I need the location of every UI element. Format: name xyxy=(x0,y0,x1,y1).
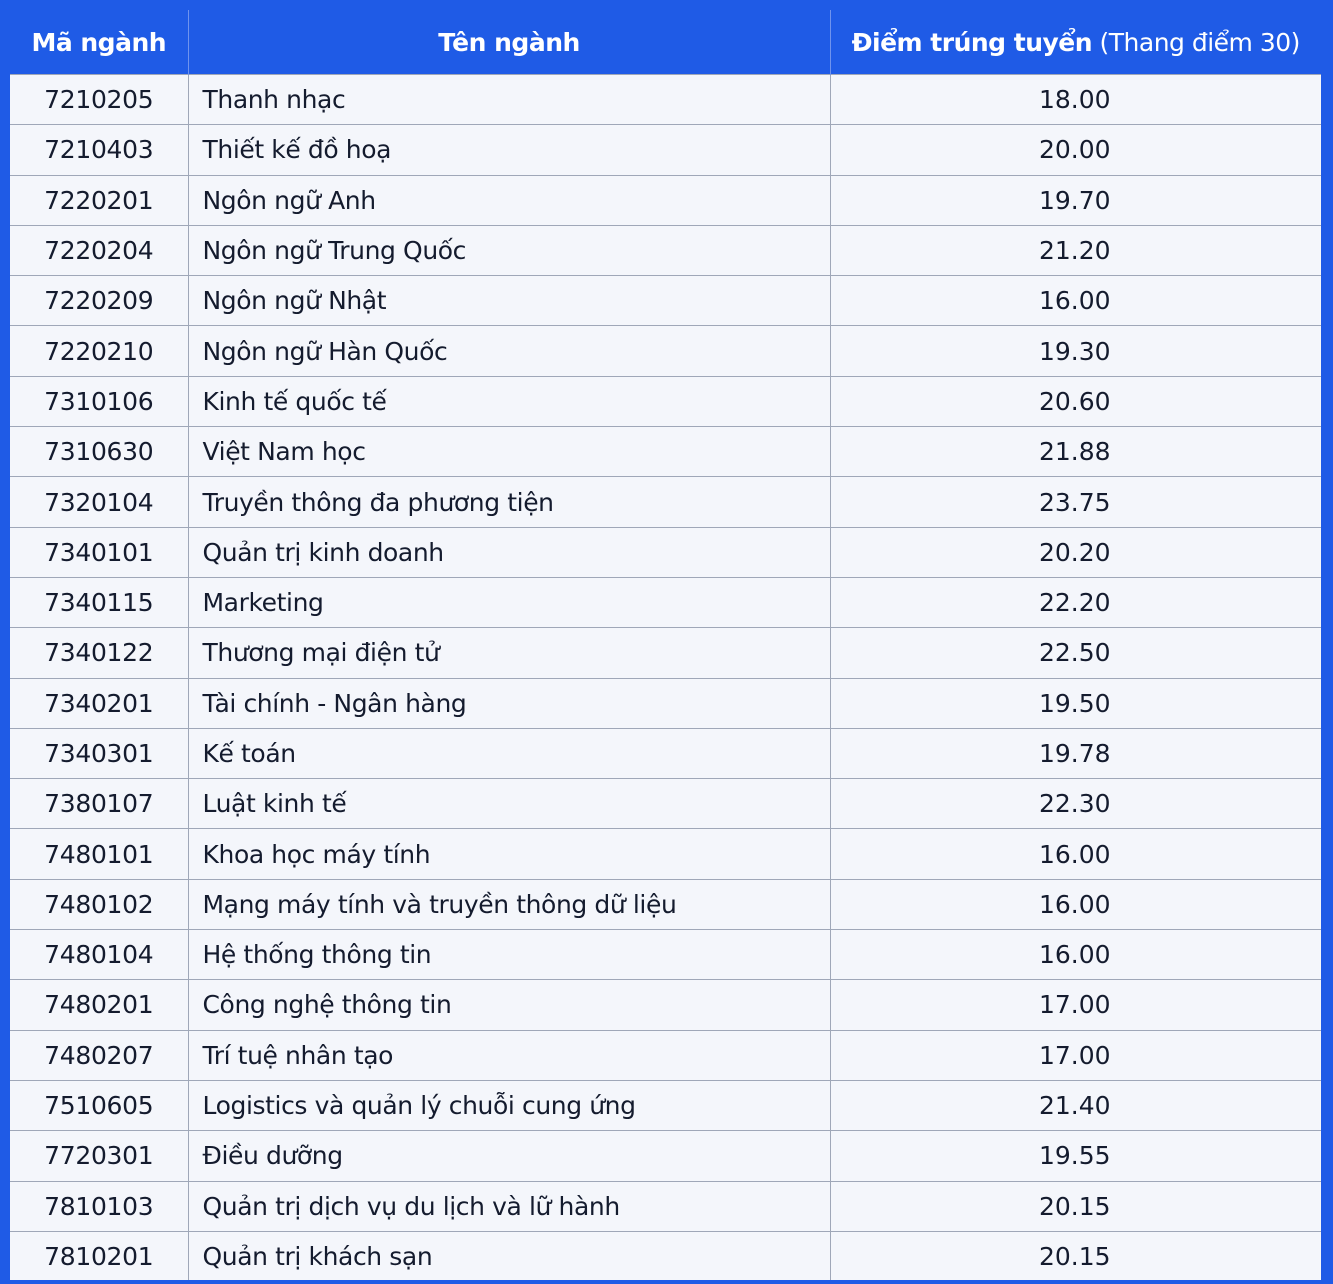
major-score: 20.20 xyxy=(830,527,1321,577)
major-code: 7310630 xyxy=(10,427,188,477)
major-name: Luật kinh tế xyxy=(188,779,830,829)
table-header xyxy=(10,10,1321,75)
table-row xyxy=(10,930,1321,980)
major-name: Kinh tế quốc tế xyxy=(188,376,830,426)
major-code: 7480102 xyxy=(10,879,188,929)
major-code: 7480201 xyxy=(10,980,188,1030)
major-score: 22.30 xyxy=(830,779,1321,829)
table-row xyxy=(10,1231,1321,1280)
table-row xyxy=(10,326,1321,376)
table-row xyxy=(10,1030,1321,1080)
major-code: 7340301 xyxy=(10,728,188,778)
table-row xyxy=(10,125,1321,175)
major-code: 7220210 xyxy=(10,326,188,376)
major-code: 7340115 xyxy=(10,577,188,627)
major-score: 21.40 xyxy=(830,1080,1321,1130)
major-score: 16.00 xyxy=(830,829,1321,879)
major-name: Ngôn ngữ Anh xyxy=(188,175,830,225)
major-code: 7220209 xyxy=(10,276,188,326)
major-score: 18.00 xyxy=(830,75,1321,125)
major-name: Tài chính - Ngân hàng xyxy=(188,678,830,728)
major-name: Thương mại điện tử xyxy=(188,628,830,678)
table-row xyxy=(10,376,1321,426)
table-row xyxy=(10,225,1321,275)
table-row xyxy=(10,728,1321,778)
major-name: Marketing xyxy=(188,577,830,627)
major-score: 20.60 xyxy=(830,376,1321,426)
major-name: Ngôn ngữ Trung Quốc xyxy=(188,225,830,275)
table-row xyxy=(10,527,1321,577)
table-row xyxy=(10,75,1321,125)
admission-scores-table xyxy=(10,10,1321,1280)
major-name: Mạng máy tính và truyền thông dữ liệu xyxy=(188,879,830,929)
major-name: Hệ thống thông tin xyxy=(188,930,830,980)
header-row xyxy=(10,10,1321,75)
major-name: Quản trị khách sạn xyxy=(188,1231,830,1280)
major-code: 7720301 xyxy=(10,1131,188,1181)
major-score: 16.00 xyxy=(830,276,1321,326)
major-name: Ngôn ngữ Nhật xyxy=(188,276,830,326)
major-name: Điều dưỡng xyxy=(188,1131,830,1181)
major-code: 7480104 xyxy=(10,930,188,980)
table-body xyxy=(10,75,1321,1281)
major-score: 17.00 xyxy=(830,980,1321,1030)
major-score: 19.70 xyxy=(830,175,1321,225)
major-code: 7320104 xyxy=(10,477,188,527)
major-code: 7480101 xyxy=(10,829,188,879)
table-frame xyxy=(10,10,1321,1280)
major-code: 7210205 xyxy=(10,75,188,125)
major-name: Thanh nhạc xyxy=(188,75,830,125)
major-code: 7340201 xyxy=(10,678,188,728)
major-code: 7380107 xyxy=(10,779,188,829)
major-score: 19.50 xyxy=(830,678,1321,728)
major-name: Quản trị dịch vụ du lịch và lữ hành xyxy=(188,1181,830,1231)
major-score: 17.00 xyxy=(830,1030,1321,1080)
header-score xyxy=(830,10,1321,75)
table-row xyxy=(10,779,1321,829)
major-score: 16.00 xyxy=(830,879,1321,929)
major-score: 19.30 xyxy=(830,326,1321,376)
major-name: Trí tuệ nhân tạo xyxy=(188,1030,830,1080)
major-name: Thiết kế đồ hoạ xyxy=(188,125,830,175)
table-row xyxy=(10,276,1321,326)
table-row xyxy=(10,175,1321,225)
header-code: Mã ngành xyxy=(10,10,188,75)
major-code: 7340101 xyxy=(10,527,188,577)
major-code: 7310106 xyxy=(10,376,188,426)
major-score: 22.50 xyxy=(830,628,1321,678)
major-code: 7340122 xyxy=(10,628,188,678)
major-code: 7220201 xyxy=(10,175,188,225)
table-row xyxy=(10,1080,1321,1130)
table-row xyxy=(10,829,1321,879)
major-score: 16.00 xyxy=(830,930,1321,980)
table-row xyxy=(10,1131,1321,1181)
header-name: Tên ngành xyxy=(188,10,830,75)
table-row xyxy=(10,477,1321,527)
major-name: Việt Nam học xyxy=(188,427,830,477)
major-score: 21.20 xyxy=(830,225,1321,275)
major-score: 23.75 xyxy=(830,477,1321,527)
table-row xyxy=(10,628,1321,678)
major-code: 7810201 xyxy=(10,1231,188,1280)
table-row xyxy=(10,678,1321,728)
major-score: 21.88 xyxy=(830,427,1321,477)
major-score: 19.78 xyxy=(830,728,1321,778)
major-name: Khoa học máy tính xyxy=(188,829,830,879)
table-row xyxy=(10,427,1321,477)
major-code: 7480207 xyxy=(10,1030,188,1080)
major-name: Quản trị kinh doanh xyxy=(188,527,830,577)
major-score: 19.55 xyxy=(830,1131,1321,1181)
major-code: 7210403 xyxy=(10,125,188,175)
major-code: 7220204 xyxy=(10,225,188,275)
major-score: 20.15 xyxy=(830,1231,1321,1280)
major-name: Công nghệ thông tin xyxy=(188,980,830,1030)
table-row xyxy=(10,980,1321,1030)
table-row xyxy=(10,577,1321,627)
major-name: Logistics và quản lý chuỗi cung ứng xyxy=(188,1080,830,1130)
major-name: Ngôn ngữ Hàn Quốc xyxy=(188,326,830,376)
major-code: 7810103 xyxy=(10,1181,188,1231)
major-name: Truyền thông đa phương tiện xyxy=(188,477,830,527)
major-name: Kế toán xyxy=(188,728,830,778)
table-row xyxy=(10,879,1321,929)
table-row xyxy=(10,1181,1321,1231)
major-code: 7510605 xyxy=(10,1080,188,1130)
header-score-main: Điểm trúng tuyển xyxy=(851,27,1093,57)
major-score: 22.20 xyxy=(830,577,1321,627)
major-score: 20.00 xyxy=(830,125,1321,175)
major-score: 20.15 xyxy=(830,1181,1321,1231)
header-score-scale: (Thang điểm 30) xyxy=(1092,27,1300,57)
